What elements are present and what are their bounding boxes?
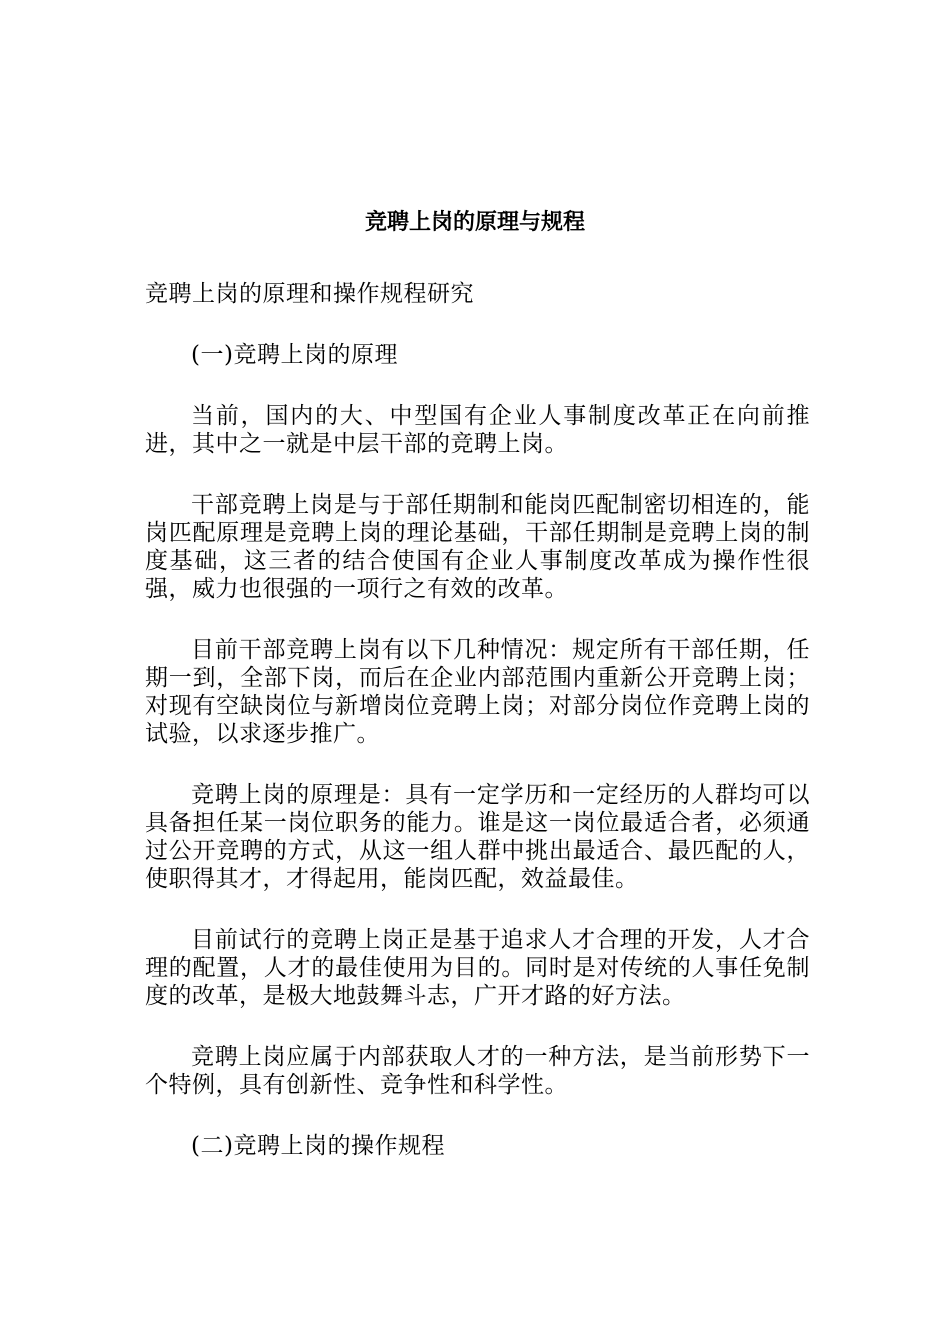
paragraph: 当前，国内的大、中型国有企业人事制度改革正在向前推进，其中之一就是中层干部的竞聘上岗。 [145,403,810,457]
paragraph: 目前试行的竞聘上岗正是基于追求人才合理的开发，人才合理的配置，人才的最佳使用为目的。同时是对传统的人事任免制度的改革，是极大地鼓舞斗志，广开才路的好方法。 [145,927,810,1009]
paragraph-subtitle: 竞聘上岗的原理和操作规程研究 [145,281,474,307]
document-title: 竞聘上岗的原理与规程 [364,209,585,235]
paragraph: 竞聘上岗的原理是：具有一定学历和一定经历的人群均可以具备担任某一岗位职务的能力。谁是这一岗位最适合者，必须通过公开竞聘的方式，从这一组人群中挑出最适合、最匹配的人，使职得其才，才得起用，能岗匹配，效益最佳。 [145,782,810,892]
paragraph: 干部竞聘上岗是与于部任期制和能岗匹配制密切相连的，能岗匹配原理是竞聘上岗的理论基础，干部任期制是竞聘上岗的制度基础，这三者的结合使国有企业人事制度改革成为操作性很强，威力也很强的一项行之有效的改革。 [145,492,810,602]
paragraph: 竞聘上岗应属于内部获取人才的一种方法，是当前形势下一个特例，具有创新性、竞争性和科学性。 [145,1044,810,1098]
section-heading-principle: (一)竞聘上岗的原理 [191,342,398,368]
document-body [145,280,810,1193]
section-heading-procedure: (二)竞聘上岗的操作规程 [191,1133,445,1159]
paragraph: 目前干部竞聘上岗有以下几种情况：规定所有干部任期，任期一到，全部下岗，而后在企业内部范围内重新公开竞聘上岗；对现有空缺岗位与新增岗位竞聘上岗；对部分岗位作竞聘上岗的试验，以求逐步推广。 [145,637,810,747]
